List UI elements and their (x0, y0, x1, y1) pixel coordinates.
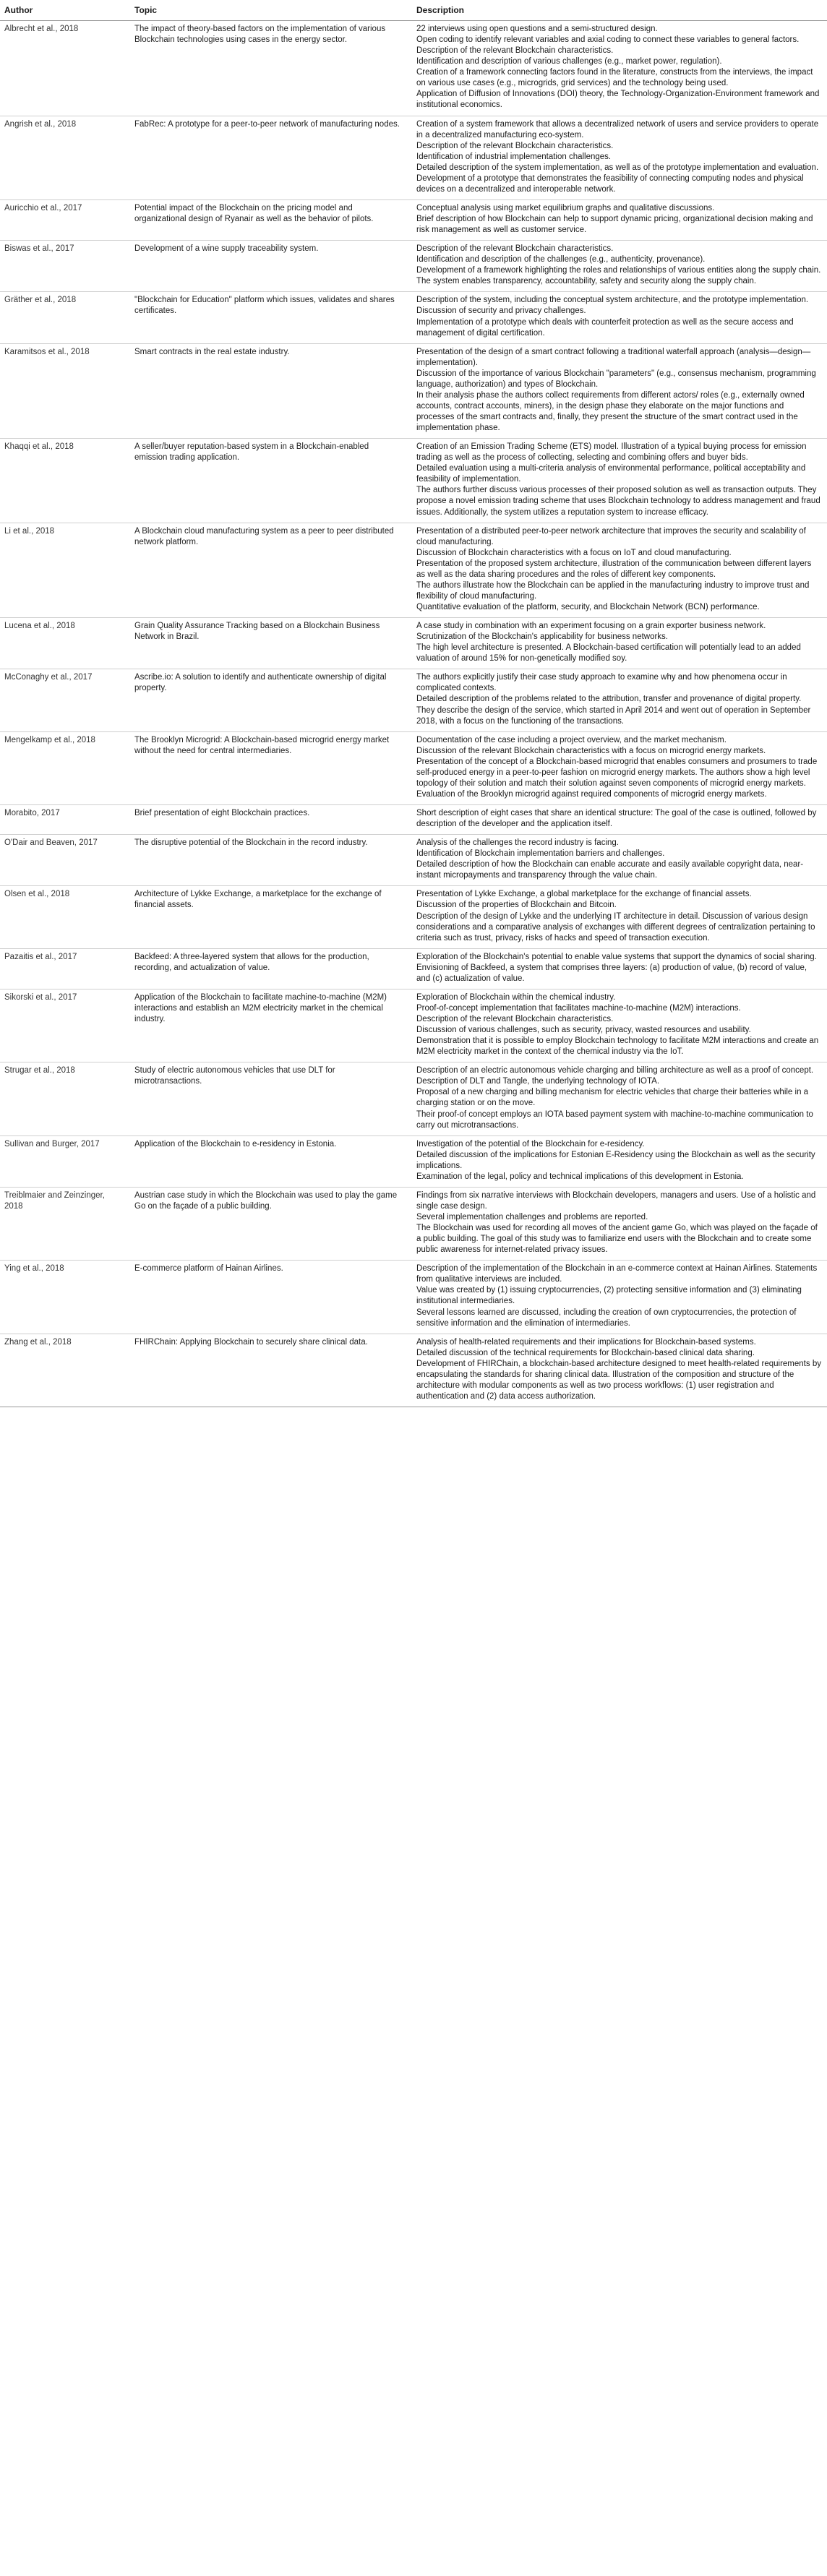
description-line: The authors further discuss various processes of their proposed solution as well as transaction outputs. They propose a novel emission trading scheme that uses Blockchain technology to address management and fraud issues. Additionally, the system utilizes a reputation system to increase efficacy. (416, 486, 820, 517)
description-cell (412, 805, 827, 835)
author-cell: Lucena et al., 2018 (0, 618, 130, 669)
description-cell (412, 241, 827, 292)
description-line: Description of DLT and Tangle, the underlying technology of IOTA. (416, 1077, 660, 1086)
description-line: Open coding to identify relevant variables and axial coding to connect these variables to general factors. (416, 35, 800, 45)
description-cell (412, 1135, 827, 1187)
description-cell (412, 731, 827, 804)
author-cell: Olsen et al., 2018 (0, 886, 130, 948)
description-line: Value was created by (1) issuing cryptocurrencies, (2) protecting sensitive information and (3) eliminating institutional intermediaries. (416, 1286, 802, 1306)
description-line: Analysis of the challenges the record industry is facing. (416, 838, 619, 848)
header-topic: Topic (130, 0, 412, 21)
description-cell (412, 1334, 827, 1407)
topic-cell: Potential impact of the Blockchain on the pricing model and organizational design of Ryanair as well as the behavior of pilots. (130, 199, 412, 240)
description-line: Discussion of security and privacy challenges. (416, 306, 586, 316)
table-row (0, 989, 827, 1062)
description-line: Several implementation challenges and problems are reported. (416, 1213, 648, 1222)
topic-cell: The Brooklyn Microgrid: A Blockchain-based microgrid energy market without the need for central intermediaries. (130, 731, 412, 804)
description-line: Exploration of the Blockchain's potential to enable value systems that support the dynamics of social sharing. (416, 952, 817, 961)
table-row (0, 1062, 827, 1135)
description-line: Detailed description of the problems related to the attribution, transfer and provenance of digital property. (416, 695, 802, 704)
topic-cell: Study of electric autonomous vehicles that use DLT for microtransactions. (130, 1062, 412, 1135)
description-cell (412, 618, 827, 669)
author-cell: McConaghy et al., 2017 (0, 669, 130, 731)
topic-cell: The impact of theory-based factors on the implementation of various Blockchain technologies using cases in the energy sector. (130, 21, 412, 116)
description-line: The authors explicitly justify their case study approach to examine why and how phenomena occur in complicated contexts. (416, 673, 787, 693)
author-cell: Treiblmaier and Zeinzinger, 2018 (0, 1187, 130, 1260)
description-cell (412, 1187, 827, 1260)
description-line: Findings from six narrative interviews with Blockchain developers, managers and users. Use of a holistic and single case design. (416, 1190, 816, 1211)
table-row (0, 731, 827, 804)
topic-cell: Smart contracts in the real estate industry. (130, 343, 412, 439)
description-line: Their proof-of concept employs an IOTA based payment system with machine-to-machine communication to carry out microtransactions. (416, 1109, 813, 1130)
author-cell: Ying et al., 2018 (0, 1261, 130, 1334)
description-line: Exploration of Blockchain within the chemical industry. (416, 992, 616, 1002)
author-cell: Sullivan and Burger, 2017 (0, 1135, 130, 1187)
author-cell: Li et al., 2018 (0, 523, 130, 618)
description-line: The high level architecture is presented. A Blockchain-based certification will potentially lead to an added valuation of around 15% for non-genetically modified soy. (416, 643, 801, 664)
topic-cell: Ascribe.io: A solution to identify and authenticate ownership of digital property. (130, 669, 412, 731)
description-line: Creation of a framework connecting factors found in the literature, constructs from the interviews, the impact on various use cases (e.g., microgrids, grid services) and the technology being used. (416, 68, 813, 88)
author-cell: Auricchio et al., 2017 (0, 199, 130, 240)
description-line: 22 interviews using open questions and a semi-structured design. (416, 25, 658, 33)
description-line: Description of the relevant Blockchain characteristics. (416, 46, 614, 56)
description-line: Proof-of-concept implementation that facilitates machine-to-machine (M2M) interactions. (416, 1003, 741, 1013)
description-line: In their analysis phase the authors collect requirements from different actors/ roles (e.g., externally owned accounts, contract accounts, miners), in the design phase they elaborate on the major functions and processes of the smart contracts and, finally, they present the structure of the smart contract used in the implementation phase. (416, 390, 805, 433)
description-line: Quantitative evaluation of the platform, security, and Blockchain Network (BCN) performance. (416, 603, 760, 611)
table-row (0, 805, 827, 835)
table-row (0, 523, 827, 618)
description-line: Identification and description of the challenges (e.g., authenticity, provenance). (416, 255, 706, 265)
topic-cell: Development of a wine supply traceability system. (130, 241, 412, 292)
table-row (0, 21, 827, 116)
table-row (0, 241, 827, 292)
topic-cell: FHIRChain: Applying Blockchain to securely share clinical data. (130, 1334, 412, 1407)
description-line: Description of the implementation of the Blockchain in an e-commerce context at Hainan Airlines. Statements from qualitative interviews are included. (416, 1264, 818, 1284)
description-line: Envisioning of Backfeed, a system that comprises three layers: (a) production of value, (b) record of value, and (c) actualization of value. (416, 963, 807, 983)
author-cell: Sikorski et al., 2017 (0, 989, 130, 1062)
description-line: Discussion of the properties of Blockchain and Bitcoin. (416, 901, 617, 910)
description-line: Description of the relevant Blockchain characteristics. (416, 1015, 614, 1023)
description-line: Description of the relevant Blockchain characteristics. (416, 244, 614, 254)
description-line: Presentation of a distributed peer-to-peer network architecture that improves the security and scalability of cloud manufacturing. (416, 526, 806, 546)
description-line: Demonstration that it is possible to employ Blockchain technology to facilitate M2M interactions and create an M2M electricity market in the context of the chemical industry via the IoT. (416, 1036, 819, 1057)
description-cell (412, 948, 827, 989)
description-cell (412, 199, 827, 240)
topic-cell: FabRec: A prototype for a peer-to-peer network of manufacturing nodes. (130, 116, 412, 199)
topic-cell: A seller/buyer reputation-based system in a Blockchain-enabled emission trading application. (130, 439, 412, 523)
author-cell: Angrish et al., 2018 (0, 116, 130, 199)
description-line: Description of the system, including the conceptual system architecture, and the prototype implementation. (416, 296, 809, 305)
description-line: A case study in combination with an experiment focusing on a grain exporter business network. (416, 622, 766, 631)
author-cell: Morabito, 2017 (0, 805, 130, 835)
description-cell (412, 669, 827, 731)
description-line: Discussion of various challenges, such as security, privacy, wasted resources and usability. (416, 1026, 751, 1035)
description-line: Analysis of health-related requirements and their implications for Blockchain-based systems. (416, 1337, 756, 1347)
description-cell (412, 439, 827, 523)
description-line: Brief description of how Blockchain can help to support dynamic pricing, organizational decision making and risk management as well as customer service. (416, 215, 813, 235)
description-line: Identification of industrial implementation challenges. (416, 152, 612, 161)
description-line: The Blockchain was used for recording all moves of the ancient game Go, which was played on the façade of a public building. The goal of this study was to familiarize end users with the Blockchain and to create some public awareness for internet-related privacy issues. (416, 1224, 818, 1255)
author-cell: Albrecht et al., 2018 (0, 21, 130, 116)
author-cell: Karamitsos et al., 2018 (0, 343, 130, 439)
topic-cell: Brief presentation of eight Blockchain practices. (130, 805, 412, 835)
topic-cell: Architecture of Lykke Exchange, a marketplace for the exchange of financial assets. (130, 886, 412, 948)
table-row (0, 439, 827, 523)
topic-cell: Austrian case study in which the Blockchain was used to play the game Go on the façade of a public building. (130, 1187, 412, 1260)
description-cell (412, 343, 827, 439)
table-row (0, 1261, 827, 1334)
topic-cell: A Blockchain cloud manufacturing system as a peer to peer distributed network platform. (130, 523, 412, 618)
table-header-row (0, 0, 827, 21)
author-cell: Zhang et al., 2018 (0, 1334, 130, 1407)
description-cell (412, 523, 827, 618)
author-cell: Khaqqi et al., 2018 (0, 439, 130, 523)
description-line: Identification of Blockchain implementation barriers and challenges. (416, 849, 665, 859)
description-cell (412, 292, 827, 343)
description-line: Presentation of the design of a smart contract following a traditional waterfall approach (analysis—design—implementation). (416, 347, 811, 367)
author-cell: Pazaitis et al., 2017 (0, 948, 130, 989)
description-line: Evaluation of the Brooklyn microgrid against required components of microgrid energy markets. (416, 789, 767, 799)
description-line: They describe the design of the service, which started in April 2014 and went out of operation in September 2018, with a focus on the functioning of the transactions. (416, 705, 811, 726)
description-line: Description of the design of Lykke and the underlying IT architecture in detail. Discussion of various design considerations and a comparative analysis of exchanges with different degrees of centralization pertaining to criteria such as trust, privacy, risks of hacks and speed of transaction execution. (416, 911, 815, 943)
table-row (0, 343, 827, 439)
table-row (0, 1135, 827, 1187)
description-line: Creation of an Emission Trading Scheme (ETS) model. Illustration of a typical buying process for emission trading as well as the process of collecting, selecting and combining offers and buyer bids. (416, 442, 807, 463)
description-line: Development of FHIRChain, a blockchain-based architecture designed to meet health-related requirements by encapsulating the standards for sharing clinical data. Illustration of the composition and structure of the architecture with modular components as well as two process workflows: (1) user registration and authentication and (2) data access authorization. (416, 1359, 821, 1401)
description-line: Detailed description of how the Blockchain can enable accurate and easily available copyright data, near-instant micropayments and transparency through the value chain. (416, 860, 804, 880)
description-cell (412, 1261, 827, 1334)
description-line: Detailed discussion of the technical requirements for Blockchain-based clinical data sharing. (416, 1348, 755, 1357)
author-cell: Biswas et al., 2017 (0, 241, 130, 292)
description-cell (412, 21, 827, 116)
table-row (0, 835, 827, 886)
description-cell (412, 835, 827, 886)
topic-cell: Application of the Blockchain to facilitate machine-to-machine (M2M) interactions and establish an M2M electricity market in the chemical industry. (130, 989, 412, 1062)
table-row (0, 199, 827, 240)
description-line: Documentation of the case including a project overview, and the market mechanism. (416, 735, 727, 744)
topic-cell: Application of the Blockchain to e-residency in Estonia. (130, 1135, 412, 1187)
description-line: Application of Diffusion of Innovations (DOI) theory, the Technology-Organization-Environment framework and institutional economics. (416, 90, 820, 110)
table-row (0, 1334, 827, 1407)
description-line: Presentation of the concept of a Blockchain-based microgrid that enables consumers and prosumers to trade self-produced energy in a peer-to-peer fashion on microgrid energy markets. The authors show a high level topology of their solution and match their solution against seven components of microgrid energy markets. (416, 757, 818, 788)
description-line: The authors illustrate how the Blockchain can be applied in the manufacturing industry to improve trust and flexibility of cloud manufacturing. (416, 580, 810, 601)
description-line: Detailed description of the system implementation, as well as of the prototype implementation and evaluation. Development of a prototype that demonstrates the feasibility of connecting computing nodes and physical devices on a decentralized and interoperable network. (416, 163, 819, 194)
description-line: Creation of a system framework that allows a decentralized network of users and service providers to operate in a decentralized manufacturing eco-system. (416, 119, 819, 139)
description-line: Discussion of the relevant Blockchain characteristics with a focus on microgrid energy markets. (416, 746, 766, 755)
description-line: Scrutinization of the Blockchain's applicability for business networks. (416, 632, 669, 642)
table-row (0, 618, 827, 669)
description-line: Examination of the legal, policy and technical implications of this development in Estonia. (416, 1172, 744, 1181)
description-line: Discussion of Blockchain characteristics with a focus on IoT and cloud manufacturing. (416, 548, 732, 557)
description-cell (412, 116, 827, 199)
description-line: Implementation of a prototype which deals with counterfeit protection as well as the secure access and management of digital certification. (416, 317, 794, 338)
description-line: Identification and description of various challenges (e.g., market power, regulation). (416, 57, 722, 66)
description-line: Discussion of the importance of various Blockchain "parameters" (e.g., consensus mechanism, programming language, authorization) and types of Blockchain. (416, 369, 816, 389)
table-row (0, 1187, 827, 1260)
description-line: Description of the relevant Blockchain characteristics. (416, 141, 614, 150)
table-row (0, 116, 827, 199)
description-cell (412, 886, 827, 948)
table-body (0, 21, 827, 1407)
author-cell: Mengelkamp et al., 2018 (0, 731, 130, 804)
header-description: Description (412, 0, 827, 21)
topic-cell: Grain Quality Assurance Tracking based on a Blockchain Business Network in Brazil. (130, 618, 412, 669)
topic-cell: Backfeed: A three-layered system that allows for the production, recording, and actualization of value. (130, 948, 412, 989)
header-author: Author (0, 0, 130, 21)
author-cell: Strugar et al., 2018 (0, 1062, 130, 1135)
description-line: Development of a framework highlighting the roles and relationships of various entities along the supply chain. The system enables transparency, accountability, safety and security along the supply chain. (416, 266, 821, 286)
description-line: Conceptual analysis using market equilibrium graphs and qualitative discussions. (416, 203, 715, 212)
topic-cell: "Blockchain for Education" platform which issues, validates and shares certificates. (130, 292, 412, 343)
topic-cell: E-commerce platform of Hainan Airlines. (130, 1261, 412, 1334)
description-line: Short description of eight cases that share an identical structure: The goal of the case is outlined, followed by description of the developer and the application itself. (416, 809, 817, 829)
description-cell (412, 1062, 827, 1135)
table-row (0, 669, 827, 731)
description-line: Proposal of a new charging and billing mechanism for electric vehicles that charge their batteries while in a charging station or on the move. (416, 1088, 809, 1108)
description-line: Presentation of Lykke Exchange, a global marketplace for the exchange of financial assets. (416, 890, 752, 899)
description-line: Description of an electric autonomous vehicle charging and billing architecture as well as a proof of concept. (416, 1066, 814, 1076)
description-line: Investigation of the potential of the Blockchain for e-residency. (416, 1139, 645, 1149)
author-cell: O'Dair and Beaven, 2017 (0, 835, 130, 886)
description-line: Presentation of the proposed system architecture, illustration of the communication between different layers as well as the data sharing procedures and the roles of different key components. (416, 559, 812, 579)
table-row (0, 886, 827, 948)
description-line: Detailed evaluation using a multi-criteria analysis of environmental performance, political acceptability and feasibility of implementation. (416, 464, 806, 484)
topic-cell: The disruptive potential of the Blockchain in the record industry. (130, 835, 412, 886)
table-row (0, 292, 827, 343)
description-line: Detailed discussion of the implications for Estonian E-Residency using the Blockchain as well as the security implications. (416, 1150, 815, 1170)
description-cell (412, 989, 827, 1062)
table-row (0, 948, 827, 989)
author-cell: Gräther et al., 2018 (0, 292, 130, 343)
description-line: Several lessons learned are discussed, including the creation of own cryptocurrencies, the protection of sensitive information and the elimination of intermediaries. (416, 1308, 797, 1328)
